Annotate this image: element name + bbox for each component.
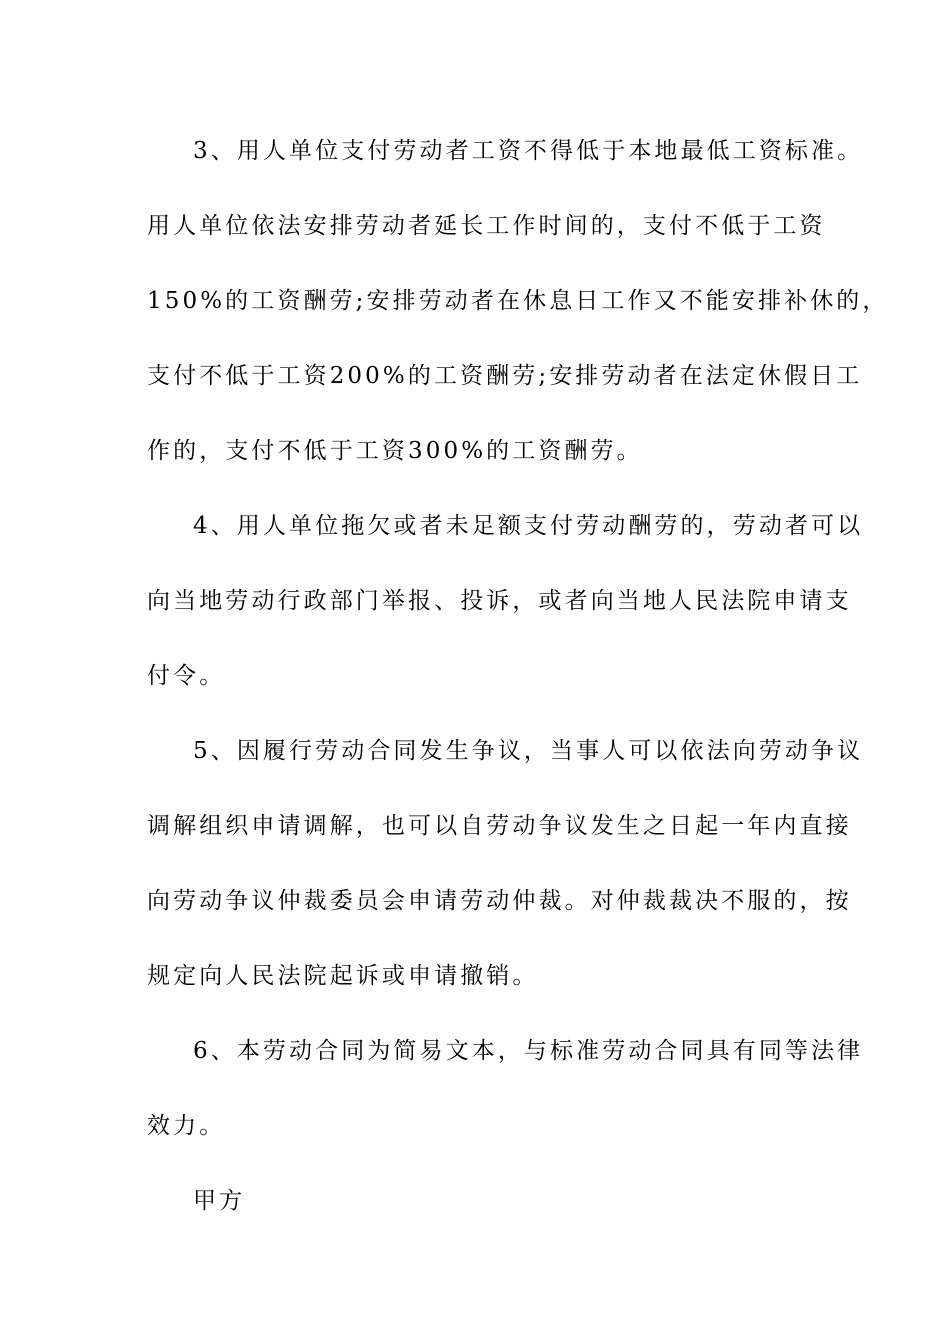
paragraph-3-line-3: 150%的工资酬劳;安排劳动者在休息日工作又不能安排补休的，	[147, 288, 889, 314]
paragraph-3-line-4: 支付不低于工资200%的工资酬劳;安排劳动者在法定休假日工	[147, 363, 863, 389]
paragraph-3-line-1: 3、用人单位支付劳动者工资不得低于本地最低工资标准。	[193, 138, 864, 164]
paragraph-5-line-3: 向劳动争议仲裁委员会申请劳动仲裁。对仲裁裁决不服的，按	[147, 888, 852, 914]
paragraph-6-line-2: 效力。	[147, 1113, 226, 1139]
paragraph-5-line-4: 规定向人民法院起诉或申请撤销。	[147, 963, 539, 989]
paragraph-5-line-1: 5、因履行劳动合同发生争议，当事人可以依法向劳动争议	[193, 738, 864, 764]
paragraph-3-line-5: 作的，支付不低于工资300%的工资酬劳。	[147, 438, 643, 464]
paragraph-4-line-3: 付令。	[147, 663, 226, 689]
paragraph-5-line-2: 调解组织申请调解，也可以自劳动争议发生之日起一年内直接	[147, 813, 852, 839]
paragraph-4-line-1: 4、用人单位拖欠或者未足额支付劳动酬劳的，劳动者可以	[193, 513, 864, 539]
paragraph-6-line-1: 6、本劳动合同为简易文本，与标准劳动合同具有同等法律	[193, 1038, 864, 1064]
party-a-label: 甲方	[193, 1188, 246, 1214]
paragraph-3-line-2: 用人单位依法安排劳动者延长工作时间的，支付不低于工资	[147, 213, 826, 239]
paragraph-4-line-2: 向当地劳动行政部门举报、投诉，或者向当地人民法院申请支	[147, 588, 852, 614]
